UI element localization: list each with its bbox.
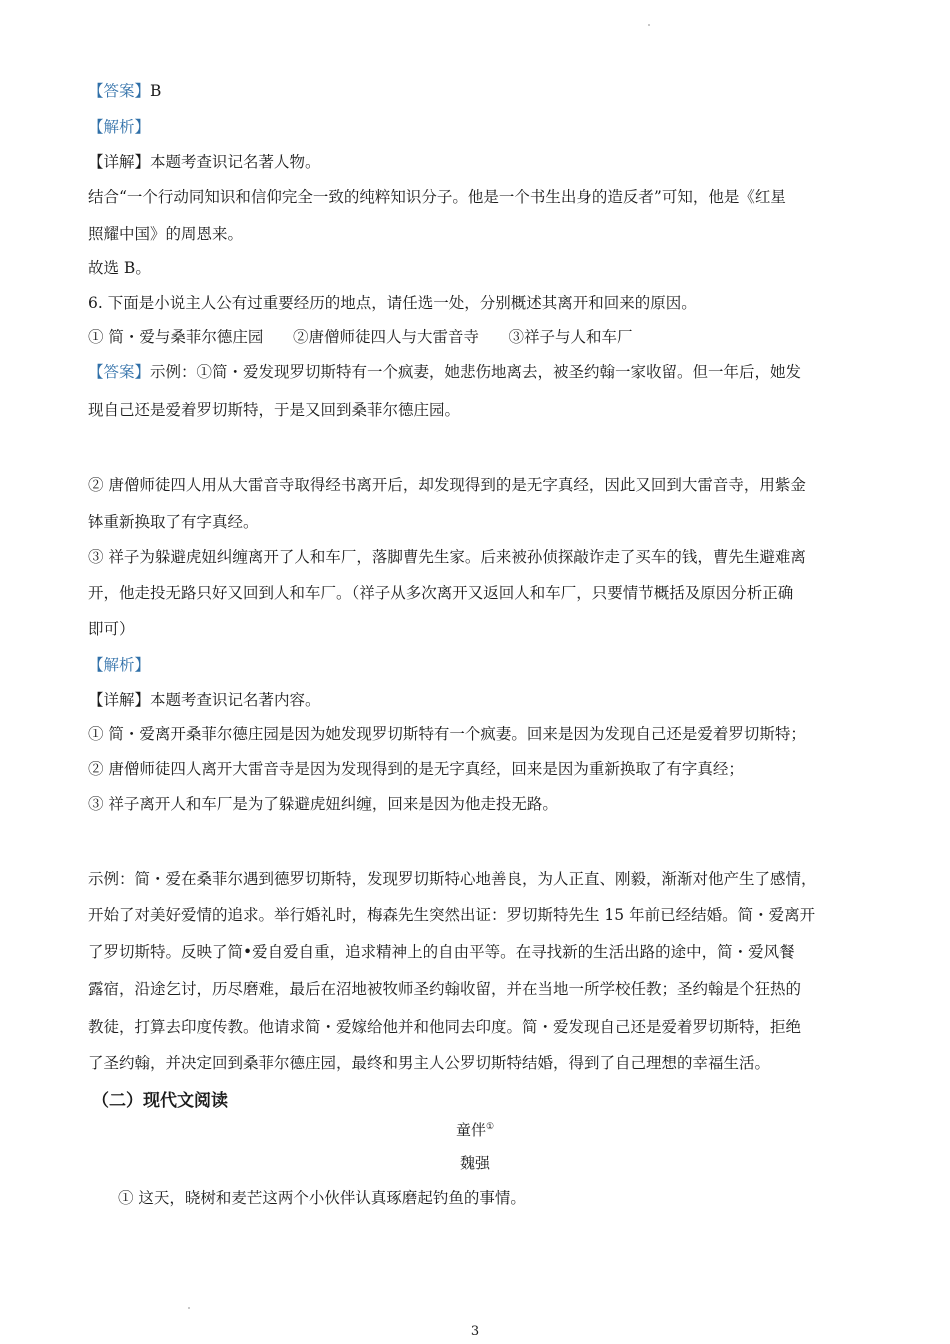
scan-dot-top: [648, 24, 650, 26]
text-line: 了罗切斯特。反映了简•爱自爱自重，追求精神上的自由平等。在寻找新的生活出路的途中，简・爱风餐: [88, 943, 795, 961]
detail-line: 【详解】本题考查识记名著人物。: [88, 153, 321, 171]
text-line: 教徒，打算去印度传教。他请求简・爱嫁给他并和他同去印度。简・爱发现自己还是爱着罗切斯特，拒绝: [88, 1018, 802, 1036]
text-line: 钵重新换取了有字真经。: [88, 513, 259, 531]
question-options: ① 简・爱与桑菲尔德庄园 ②唐僧师徒四人与大雷音寺 ③祥子与人和车厂: [88, 328, 633, 346]
article-paragraph: ① 这天，晓树和麦芒这两个小伙伴认真琢磨起钓鱼的事情。: [118, 1189, 526, 1207]
text-line: 现自己还是爱着罗切斯特，于是又回到桑菲尔德庄园。: [88, 401, 461, 419]
text-line: 示例：简・爱在桑菲尔遇到德罗切斯特，发现罗切斯特心地善良，为人正直、刚毅，渐渐对他产生了感情，: [88, 870, 817, 888]
text-line: ② 唐僧师徒四人用从大雷音寺取得经书离开后，却发现得到的是无字真经，因此又回到大雷音寺，用紫金: [88, 476, 806, 494]
text-line: 结合“一个行动同知识和信仰完全一致的纯粹知识分子。他是一个书生出身的造反者”可知，他是《红星: [88, 188, 786, 206]
text-line: 照耀中国》的周恩来。: [88, 225, 244, 243]
text-line: 故选 B。: [88, 259, 151, 277]
detail-line: 【详解】本题考查识记名著内容。: [88, 691, 321, 709]
text-line: 了圣约翰，并决定回到桑菲尔德庄园，最终和男主人公罗切斯特结婚，得到了自己理想的幸福生活。: [88, 1054, 771, 1072]
article-title: [0, 1117, 950, 1140]
text-line: ② 唐僧师徒四人离开大雷音寺是因为发现得到的是无字真经，回来是因为重新换取了有字真经；: [88, 760, 744, 778]
text-line: 即可）: [88, 620, 135, 638]
answer-tag: 【答案】: [88, 82, 151, 100]
section-heading: （二）现代文阅读: [92, 1091, 228, 1111]
page-number: 3: [470, 1324, 480, 1339]
answer-text: 示例：①简・爱发现罗切斯特有一个疯妻，她悲伤地离去，被圣约翰一家收留。但一年后，她发: [150, 363, 802, 381]
text-line: ③ 祥子离开人和车厂是为了躲避虎妞纠缠，回来是因为他走投无路。: [88, 795, 558, 813]
question-6: 6. 下面是小说主人公有过重要经历的地点，请任选一处，分别概述其离开和回来的原因。: [88, 294, 697, 312]
text-line: 开始了对美好爱情的追求。举行婚礼时，梅森先生突然出证：罗切斯特先生 15 年前已经结婚。简・爱离开: [88, 906, 816, 924]
title-footnote-mark: ①: [485, 1122, 495, 1132]
answer-line: [88, 81, 161, 101]
analysis-tag: 【解析】: [88, 118, 151, 136]
answer-tag: 【答案】: [88, 363, 151, 381]
scan-dot-bottom: [188, 1307, 190, 1309]
text-line: 露宿，沿途乞讨，历尽磨难，最后在沼地被牧师圣约翰收留，并在当地一所学校任教；圣约翰是个狂热的: [88, 980, 802, 998]
analysis-tag: 【解析】: [88, 656, 151, 674]
text-line: ① 简・爱离开桑菲尔德庄园是因为她发现罗切斯特有一个疯妻。回来是因为发现自己还是爱着罗切斯特；: [88, 725, 806, 743]
article-title-text: 童伴: [455, 1121, 486, 1139]
answer-value: B: [150, 82, 162, 100]
text-line: ③ 祥子为躲避虎妞纠缠离开了人和车厂，落脚曹先生家。后来被孙侦探敲诈走了买车的钱，曹先生避难离: [88, 548, 806, 566]
text-line: 开，他走投无路只好又回到人和车厂。（祥子从多次离开又返回人和车厂，只要情节概括及原因分析正确: [88, 584, 794, 602]
article-author: 魏强: [459, 1154, 490, 1172]
answer-line: [88, 362, 801, 382]
